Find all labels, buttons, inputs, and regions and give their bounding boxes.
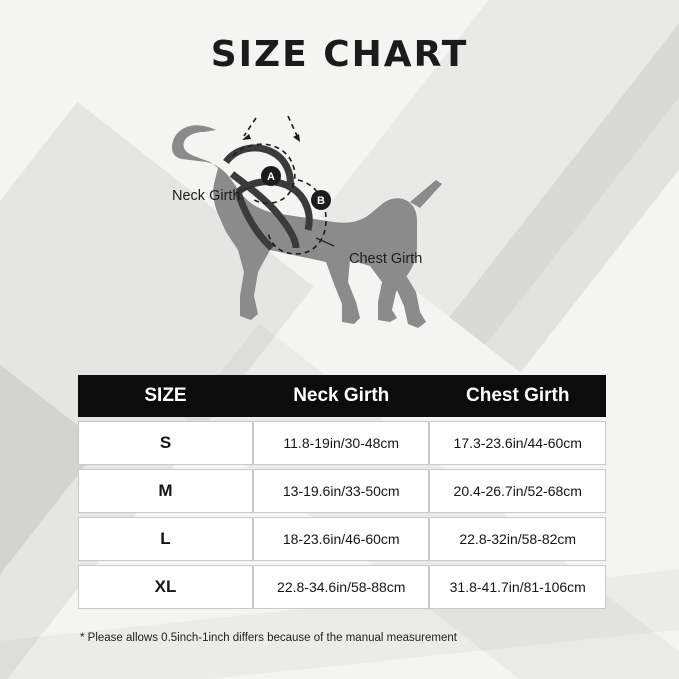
size-table-body [78,421,606,609]
dog-silhouette [172,125,417,324]
cell-chest-girth: 22.8-32in/58-82cm [429,517,606,561]
dog-diagram-svg [120,96,560,346]
table-row [78,517,606,561]
dog-tail [410,180,442,208]
column-header-size: SIZE [78,375,253,417]
neck-girth-label: Neck Girth [172,188,241,204]
cell-chest-girth: 31.8-41.7in/81-106cm [429,565,606,609]
cell-neck-girth: 11.8-19in/30-48cm [253,421,429,465]
chest-arrow [288,116,298,138]
column-header-neck-girth: Neck Girth [253,375,429,417]
cell-chest-girth: 17.3-23.6in/44-60cm [429,421,606,465]
neck-arrow-head [242,134,251,140]
cell-neck-girth: 13-19.6in/33-50cm [253,469,429,513]
dog-harness-illustration [120,96,560,346]
cell-neck-girth: 22.8-34.6in/58-88cm [253,565,429,609]
measurement-footnote: * Please allows 0.5inch-1inch differs because of the manual measurement [80,632,457,644]
cell-neck-girth: 18-23.6in/46-60cm [253,517,429,561]
cell-size: L [78,517,253,561]
size-table [78,371,606,613]
cell-size: S [78,421,253,465]
neck-arrow [244,118,256,136]
table-header-row [78,375,606,417]
dog-rear-leg [396,272,426,328]
chest-girth-label: Chest Girth [349,251,423,267]
cell-size: XL [78,565,253,609]
cell-size: M [78,469,253,513]
table-row [78,565,606,609]
size-table-head [78,375,606,417]
table-row [78,421,606,465]
cell-chest-girth: 20.4-26.7in/52-68cm [429,469,606,513]
table-row [78,469,606,513]
page-title: SIZE CHART [210,34,469,75]
column-header-chest-girth: Chest Girth [429,375,606,417]
marker-a-label: A [267,171,275,183]
marker-b-label: B [317,195,325,207]
